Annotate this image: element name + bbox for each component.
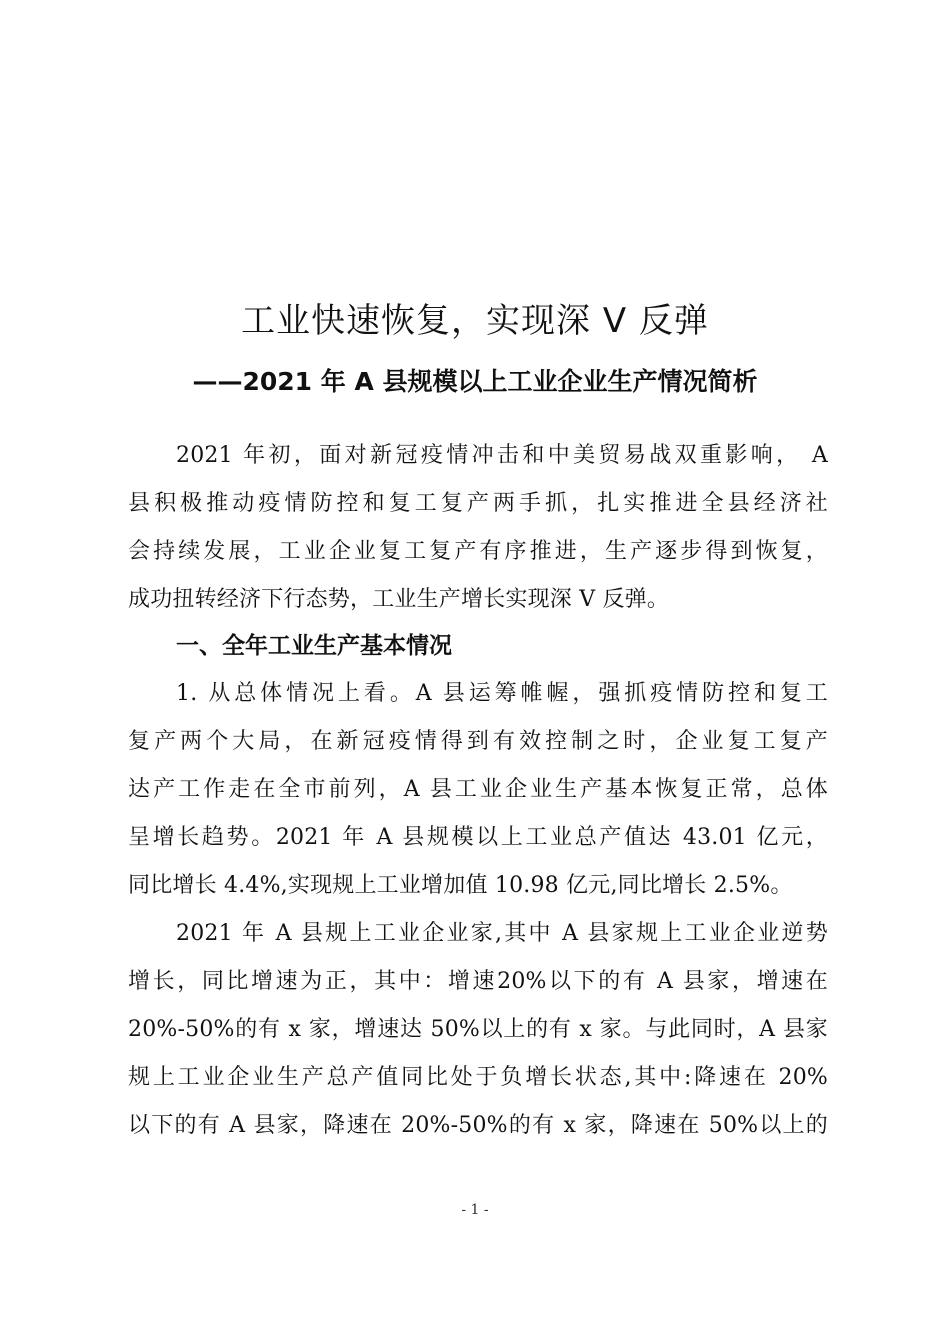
paragraph-line: 2021 年初，面对新冠疫情冲击和中美贸易战双重影响， A xyxy=(176,443,828,468)
paragraph-line: 会持续发展，工业企业复工复产有序推进，生产逐步得到恢复， xyxy=(128,539,828,564)
document-title: 工业快速恢复，实现深 V 反弹 xyxy=(241,301,709,341)
paragraph-line: 呈增长趋势。2021 年 A 县规模以上工业总产值达 43.01 亿元， xyxy=(128,825,828,850)
paragraph-line: 达产工作走在全市前列，A 县工业企业生产基本恢复正常，总体 xyxy=(128,777,828,802)
paragraph-line: 成功扭转经济下行态势，工业生产增长实现深 V 反弹。 xyxy=(128,587,670,612)
paragraph-overall xyxy=(128,670,828,910)
document-subtitle: ——2021 年 A 县规模以上工业企业生产情况简析 xyxy=(192,367,758,396)
paragraph-enterprises xyxy=(128,910,828,1150)
paragraph-line: 复产两个大局，在新冠疫情得到有效控制之时，企业复工复产 xyxy=(128,729,828,754)
paragraph-line: 1. 从总体情况上看。A 县运筹帷幄，强抓疫情防控和复工 xyxy=(176,681,828,706)
paragraph-line: 以下的有 A 县家，降速在 20%-50%的有 x 家，降速在 50%以上的 xyxy=(128,1113,828,1138)
paragraph-line: 规上工业企业生产总产值同比处于负增长状态,其中:降速在 20% xyxy=(128,1065,828,1090)
page-number: - 1 - xyxy=(461,1202,489,1218)
paragraph-line: 增长，同比增速为正，其中：增速20%以下的有 A 县家，增速在 xyxy=(128,969,828,994)
paragraph-line: 2021 年 A 县规上工业企业家,其中 A 县家规上工业企业逆势 xyxy=(176,921,828,946)
paragraph-line: 县积极推动疫情防控和复工复产两手抓，扎实推进全县经济社 xyxy=(128,491,828,516)
paragraph-intro xyxy=(128,432,828,624)
paragraph-line: 20%-50%的有 x 家，增速达 50%以上的有 x 家。与此同时，A 县家 xyxy=(128,1017,828,1042)
paragraph-line: 同比增长 4.4%,实现规上工业增加值 10.98 亿元,同比增长 2.5%。 xyxy=(128,873,793,898)
section-heading: 一、全年工业生产基本情况 xyxy=(176,633,452,659)
